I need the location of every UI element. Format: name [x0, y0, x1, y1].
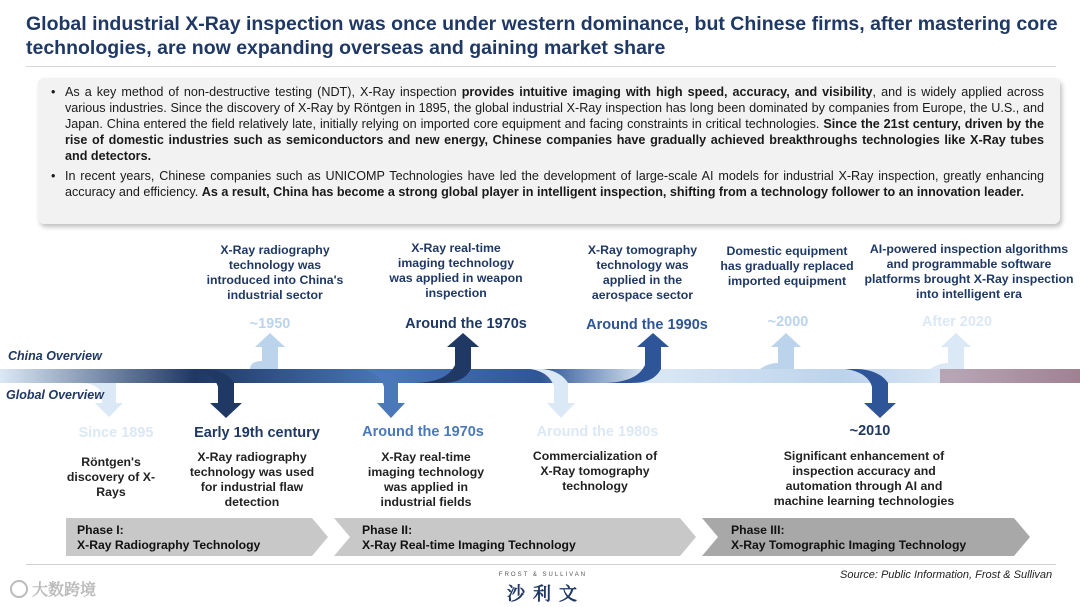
china-arrow-2020: [930, 333, 971, 369]
china-year-1990s: Around the 1990s: [586, 317, 708, 333]
china-year-2020: After 2020: [921, 314, 993, 330]
global-desc-2010: Significant enhancement of inspection accuracy and automation through AI and machine learning technologies: [773, 449, 955, 508]
china-arrow-2000: [760, 333, 801, 369]
timeline-graphic: [0, 325, 1080, 425]
china-lane-label: China Overview: [8, 349, 102, 363]
china-year-1970s: Around the 1970s: [405, 316, 527, 332]
phase-1-name: X-Ray Radiography Technology: [77, 538, 261, 552]
phase-3-text: [731, 523, 966, 553]
watermark-logo: [10, 577, 96, 600]
global-year-1970s: Around the 1970s: [362, 424, 484, 440]
company-logo: 沙利文: [507, 584, 585, 604]
global-lane-label: Global Overview: [6, 388, 104, 402]
china-desc-1990s: X-Ray tomography technology was applied in the aerospace sector: [587, 243, 698, 302]
watermark-text: 大数跨境: [32, 582, 97, 599]
phase-2-name: X-Ray Real-time Imaging Technology: [362, 538, 576, 552]
phase-3-label: Phase III:: [731, 523, 785, 537]
china-desc-2000: Domestic equipment has gradually replaced imported equipment: [720, 244, 854, 288]
title-divider: [26, 66, 1056, 67]
global-desc-1895: Röntgen's discovery of X-Rays: [66, 455, 156, 499]
global-desc-1970s: X-Ray real-time imaging technology was applied in industrial fields: [367, 450, 485, 509]
china-desc-1970s: X-Ray real-time imaging technology was applied in weapon inspection: [389, 241, 523, 300]
phase-1-label: Phase I:: [77, 523, 124, 537]
china-desc-2020: AI-powered inspection algorithms and programmable software platforms brought X-Ray inspection into intelligent era: [864, 242, 1074, 301]
global-desc-1980s: Commercialization of X-Ray tomography technology: [532, 449, 658, 493]
china-desc-1950: X-Ray radiography technology was introduced into China's industrial sector: [206, 243, 344, 302]
bullet-ndt: • As a key method of non-destructive testing (NDT), X-Ray inspection provides intuitive imaging with high speed, accuracy, and visibility, and is widely applied across various industries. Since the discovery of X-Ray by Röntgen in 1895, the global industrial X-Ray inspection has long been dominated by companies from Europe, the U.S., and Japan. China entered the field relatively late, initially relying on imported core equipment and facing constraints in critical technologies. Since the 21st century, driven by the rise of domestic industries such as semiconductors and new energy, Chinese companies have gradually achieved breakthroughs technologies like X-Ray tubes and detectors.: [65, 84, 1044, 164]
china-year-1950: ~1950: [249, 316, 291, 332]
summary-box: [38, 78, 1060, 224]
global-year-19th: Early 19th century: [194, 425, 320, 441]
watermark-icon: [10, 580, 28, 598]
bullet-recent: • In recent years, Chinese companies such as UNICOMP Technologies have led the development of large-scale AI models for industrial X-Ray inspection, greatly enhancing accuracy and efficiency. As a result, China has become a strong global player in intelligent inspection, shifting from a technology follower to an innovation leader.: [65, 168, 1044, 200]
phase-2-text: [362, 523, 576, 553]
china-arrow-1950: [250, 333, 285, 369]
timeline-band-fade: [940, 369, 1080, 383]
logo-caption: FROST & SULLIVAN: [498, 572, 588, 578]
global-year-1980s: Around the 1980s: [536, 424, 659, 440]
china-year-2000: ~2000: [767, 314, 809, 330]
phase-1-text: [77, 523, 260, 553]
page-title: Global industrial X-Ray inspection was once under western dominance, but Chinese firms, after mastering core technologies, are now expanding overseas and gaining market share: [26, 13, 1058, 59]
phase-3-name: X-Ray Tomographic Imaging Technology: [731, 538, 967, 552]
global-year-2010: ~2010: [849, 423, 891, 439]
phase-2-label: Phase II:: [362, 523, 413, 537]
source-note: Source: Public Information, Frost & Sullivan: [840, 569, 1053, 581]
global-desc-19th: X-Ray radiography technology was used for industrial flaw detection: [189, 450, 315, 509]
footer-divider: [26, 564, 1056, 565]
global-year-1895: Since 1895: [78, 425, 154, 441]
